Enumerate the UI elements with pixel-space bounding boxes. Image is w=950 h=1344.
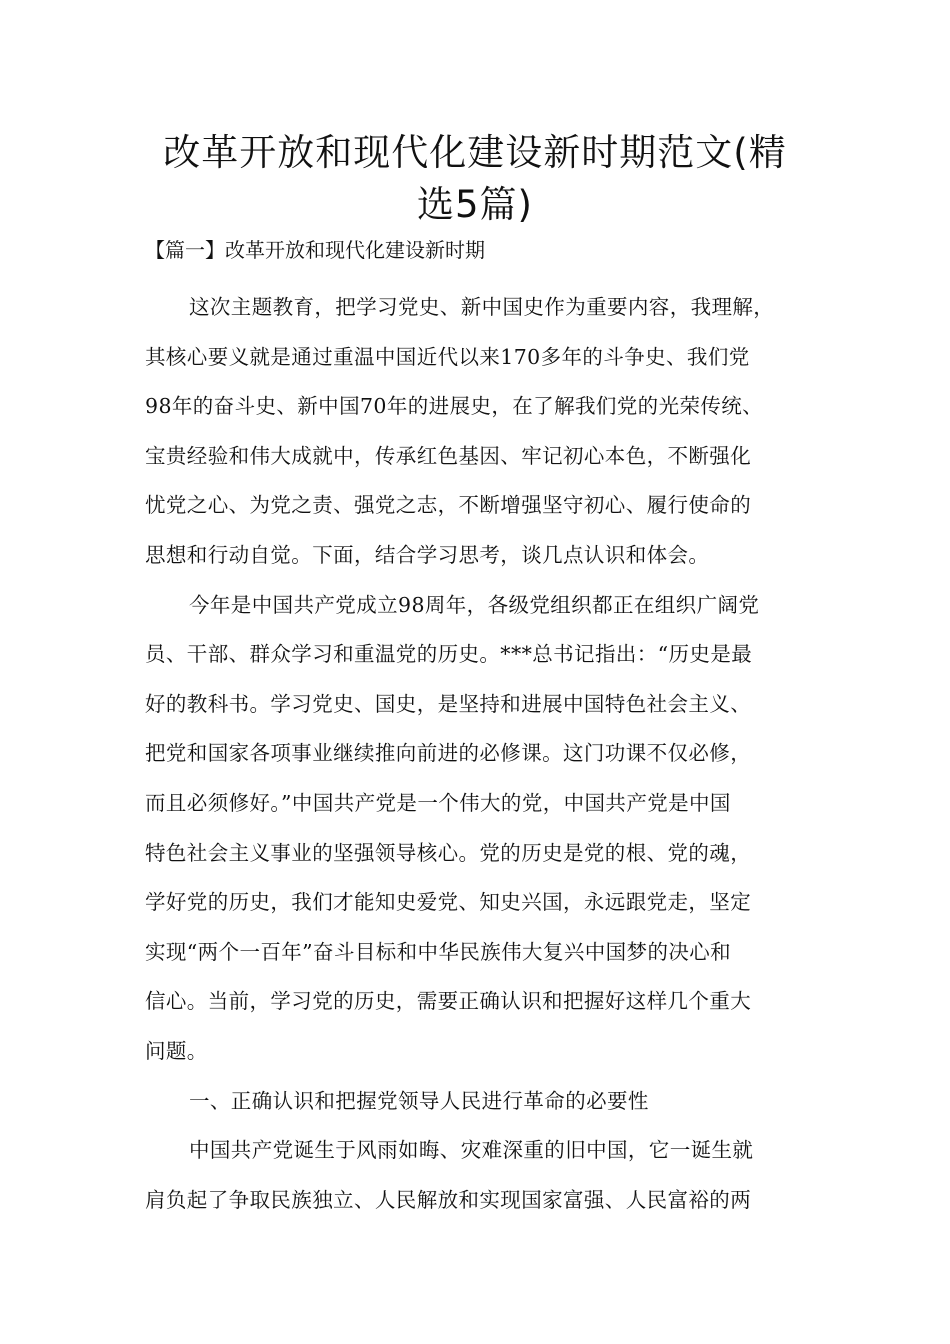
text-line: 今年是中国共产党成立98周年，各级党组织都正在组织广阔党 [189, 592, 760, 617]
paragraph-3 [145, 1126, 825, 1225]
text-line: 问题。 [145, 1038, 208, 1063]
text-line: 特色社会主义事业的坚强领导核心。党的历史是党的根、党的魂， [145, 840, 752, 865]
text-line: 好的教科书。学习党史、国史，是坚持和进展中国特色社会主义、 [145, 691, 752, 716]
text-line: 思想和行动自觉。下面，结合学习思考，谈几点认识和体会。 [145, 542, 710, 567]
text-line: 这次主题教育，把学习党史、新中国史作为重要内容，我理解， [189, 295, 775, 319]
text-line: 而且必须修好。”中国共产党是一个伟大的党，中国共产党是中国 [145, 790, 731, 815]
document-body [145, 283, 825, 1225]
text-line: 把党和国家各项事业继续推向前进的必修课。这门功课不仅必修， [145, 741, 752, 766]
text-line: 98年的奋斗史、新中国70年的进展史，在了解我们党的光荣传统、 [145, 394, 764, 419]
text-line: 其核心要义就是通过重温中国近代以来170多年的斗争史、我们党 [145, 344, 750, 369]
text-line: 肩负起了争取民族独立、人民解放和实现国家富强、人民富裕的两 [145, 1187, 752, 1212]
subheading-line: 一、正确认识和把握党领导人民进行革命的必要性 [189, 1088, 649, 1113]
text-line: 中国共产党诞生于风雨如晦、灾难深重的旧中国，它一诞生就 [189, 1138, 754, 1163]
text-line: 实现“两个一百年”奋斗目标和中华民族伟大复兴中国梦的决心和 [145, 939, 732, 964]
text-line: 学好党的历史，我们才能知史爱党、知史兴国，永远跟党走，坚定 [145, 890, 752, 915]
text-line: 员、干部、群众学习和重温党的历史。***总书记指出：“历史是最 [145, 642, 753, 667]
title-line-1: 改革开放和现代化建设新时期范文(精 [163, 131, 787, 174]
page-title [140, 127, 810, 231]
title-line-2: 选5篇) [417, 183, 533, 226]
paragraph-subheading [145, 1077, 825, 1127]
text-line: 忧党之心、为党之责、强党之志，不断增强坚守初心、履行使命的 [145, 493, 752, 518]
section-heading: 【篇一】改革开放和现代化建设新时期 [145, 238, 485, 262]
paragraph-1 [145, 283, 825, 581]
text-line: 信心。当前，学习党的历史，需要正确认识和把握好这样几个重大 [145, 989, 752, 1014]
paragraph-2 [145, 581, 825, 1077]
text-line: 宝贵经验和伟大成就中，传承红色基因、牢记初心本色，不断强化 [145, 443, 752, 468]
